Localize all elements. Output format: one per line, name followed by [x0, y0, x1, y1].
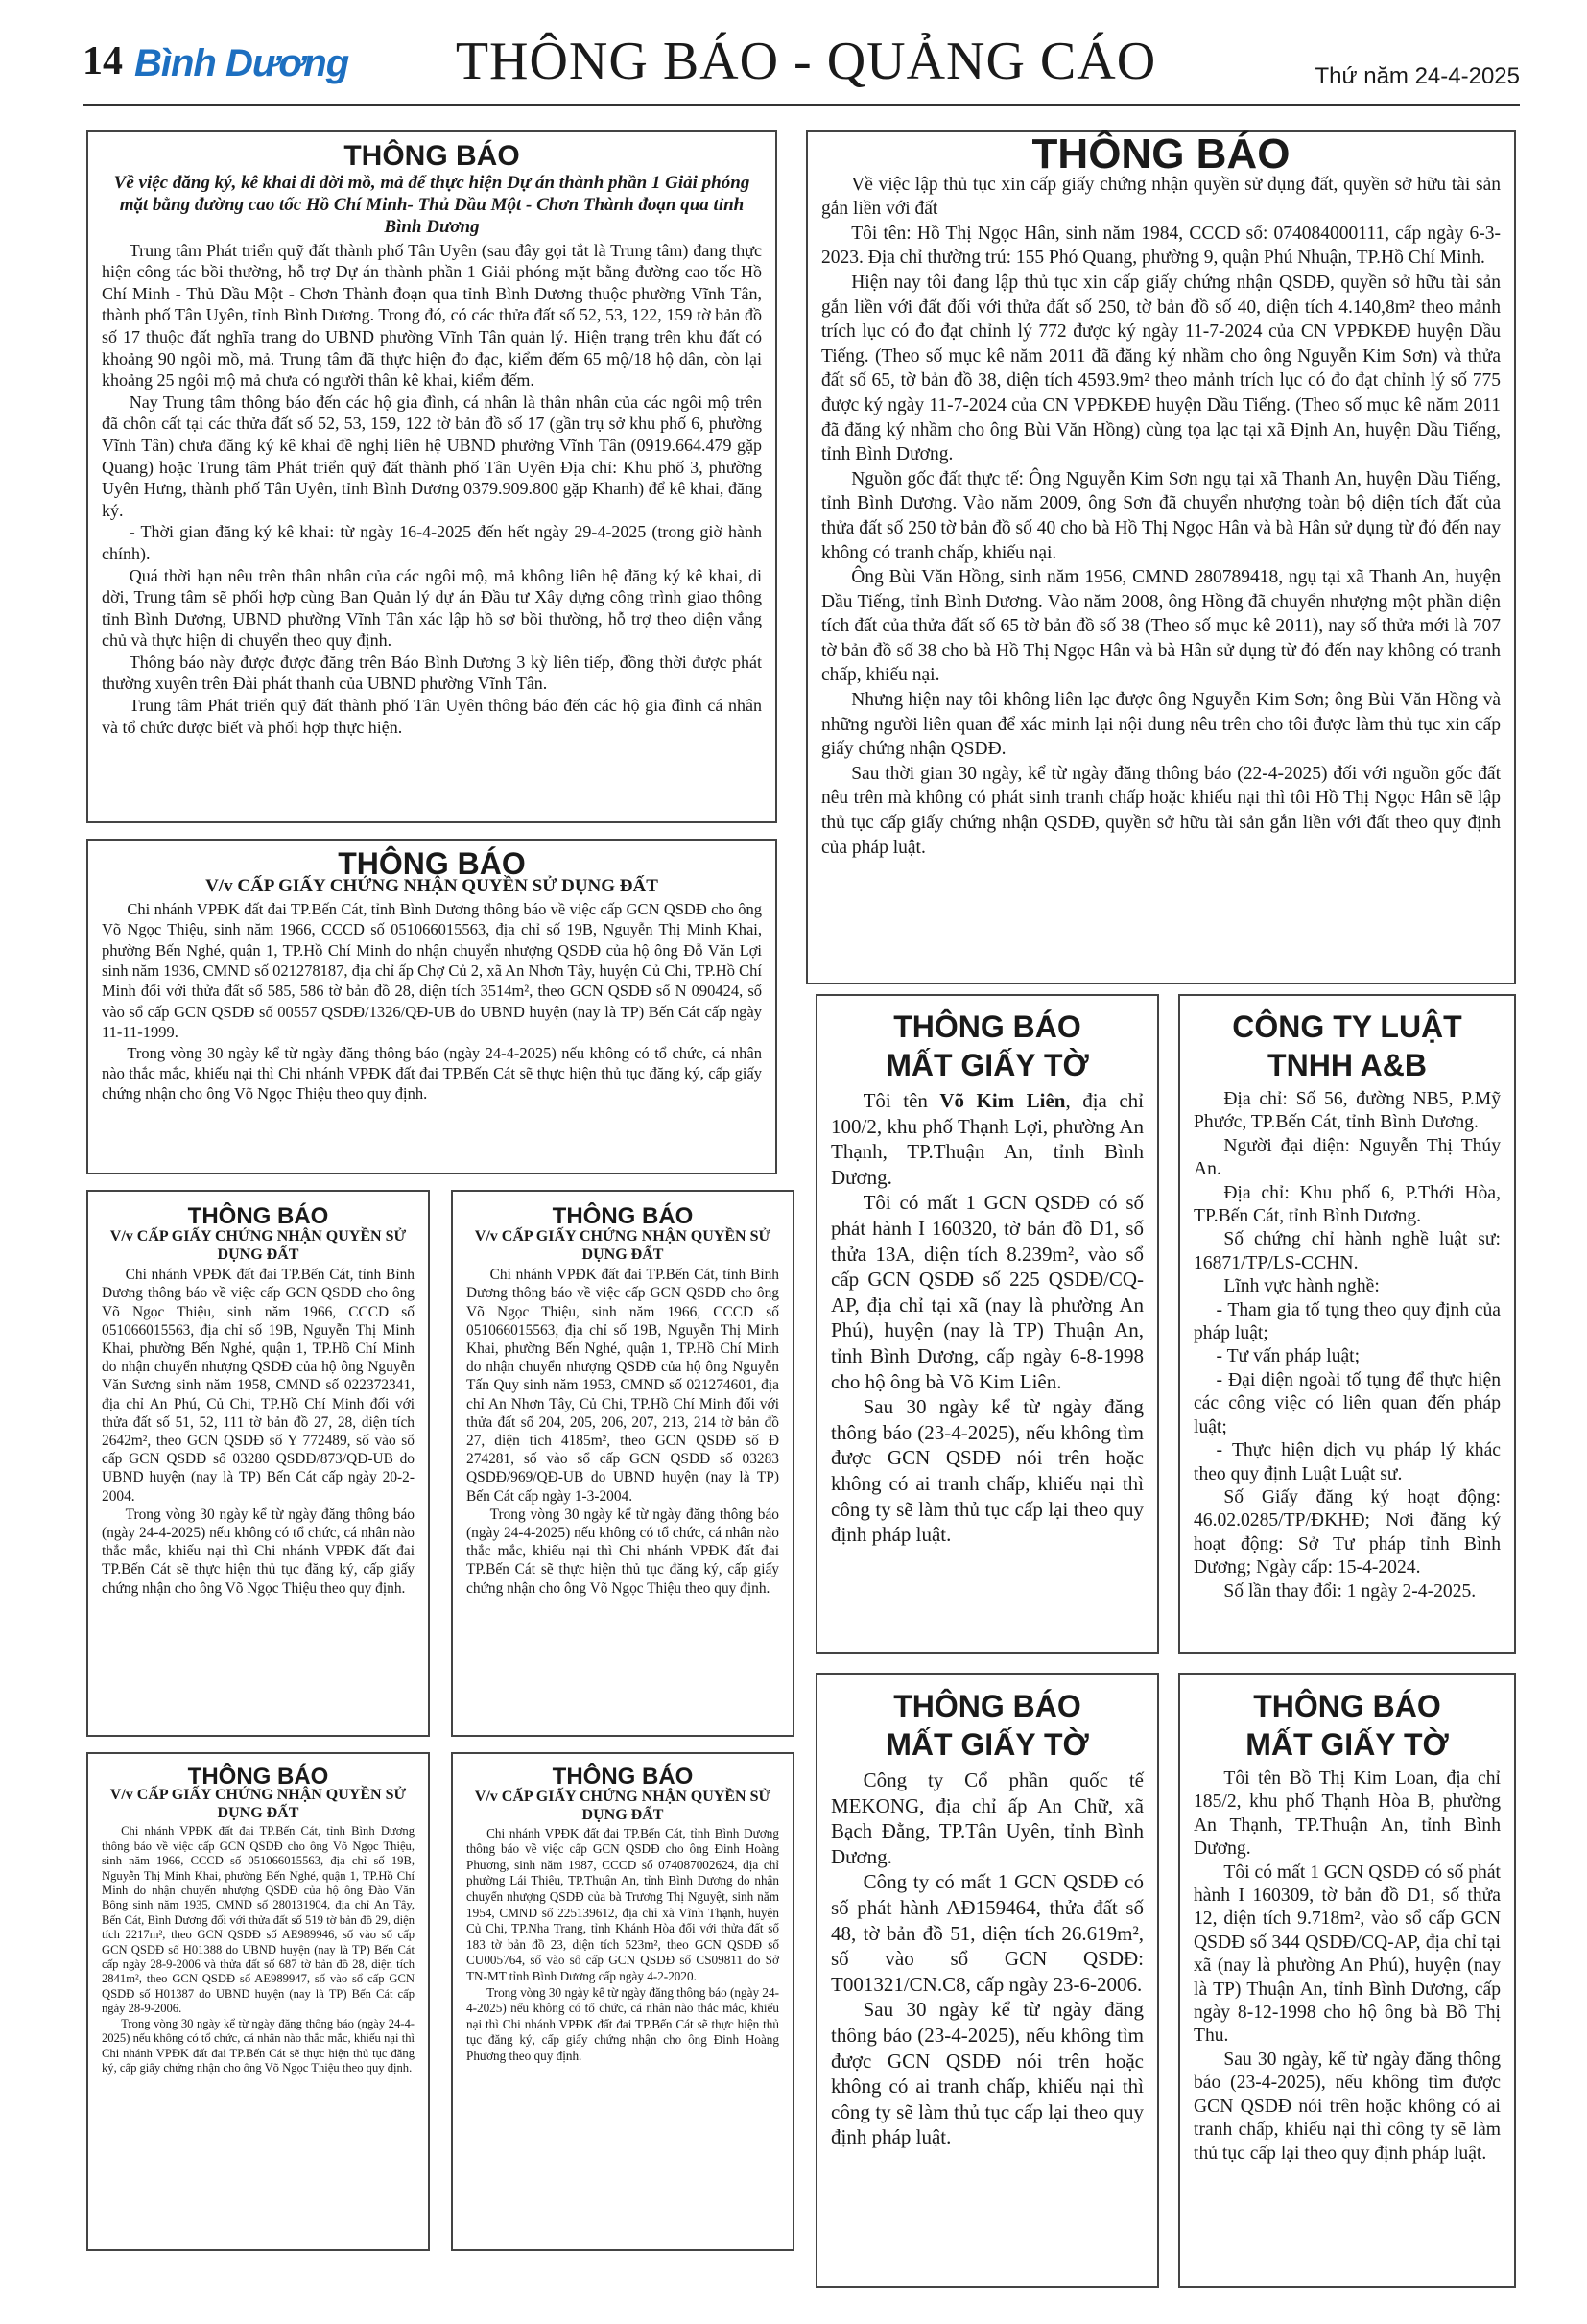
notice-paragraph: Tôi có mất 1 GCN QSDĐ có số phát hành I 160309, tờ bản đồ D1, số thửa 12, diện tích 9.718m², vào sổ cấp GCN QSDĐ số 344 QSDĐ/CQ-AP, địa chỉ tại xã (nay là phường An Phú), huyện (nay là TP) Thuận An, tỉnh Bình Dương, cấp ngày 8-12-1998 cho hộ ông bà Bồ Thị Thu.	[1194, 1862, 1501, 2047]
notice-land-use-certificate	[86, 839, 777, 1174]
notice-land-use-certificate	[86, 1752, 430, 2251]
notice-paragraph: - Thực hiện dịch vụ pháp lý khác theo quy định Luật Luật sư.	[1194, 1440, 1501, 1484]
notice-paragraph: Nay Trung tâm thông báo đến các hộ gia đình, cá nhân là thân nhân của các ngôi mộ trên đã chôn cất tại các thửa đất số 52, 53, 159, 122 tờ bản đồ số 17 (gần trụ sở khu phố 6, phường Vĩnh Tân) chưa đăng ký kê khai đề nghị liên hệ UBND phường Vĩnh Tân (0919.664.479 gặp Quang) hoặc Trung tâm Phát triển quỹ đất thành phố Tân Uyên Địa chỉ: Khu phố 3, phường Uyên Hưng, thành phố Tân Uyên, tỉnh Bình Dương 0379.909.800 gặp Khanh) để kê khai, đăng ký.	[102, 391, 762, 520]
header-divider	[83, 104, 1520, 106]
notice-paragraph: Công ty Cổ phần quốc tế MEKONG, địa chỉ ấp An Chữ, xã Bạch Đằng, TP.Tân Uyên, tỉnh Bình Dương.	[831, 1768, 1144, 1868]
notice-paragraph: Nguồn gốc đất thực tế: Ông Nguyễn Kim Sơn ngụ tại xã Thanh An, huyện Dầu Tiếng, tỉnh Bình Dương. Vào năm 2009, ông Sơn đã chuyển nhượng toàn bộ diện tích đất của thửa đất số 250 tờ bản đồ số 40 cho bà Hồ Thị Ngọc Hân và bà Hân sử dụng từ đó đến nay không có tranh chấp, khiếu nại.	[821, 468, 1501, 563]
notice-paragraph: Về việc lập thủ tục xin cấp giấy chứng nhận quyền sử dụng đất, quyền sở hữu tài sản gắn liền với đất	[821, 174, 1501, 220]
notice-paragraph: Nhưng hiện nay tôi không liên lạc được ông Nguyễn Kim Sơn; ông Bùi Văn Hồng và những người liên quan để xác minh lại nội dung nêu trên cho tôi được làm thủ tục xin cấp giấy chứng nhận QSDĐ.	[821, 690, 1501, 760]
notice-paragraph: - Thời gian đăng ký kê khai: từ ngày 16-4-2025 đến hết ngày 29-4-2025 (trong giờ hành chính).	[102, 522, 762, 563]
notice-paragraph: - Tư vấn pháp luật;	[1216, 1346, 1361, 1367]
notice-title: THÔNG BÁO	[552, 1764, 694, 1790]
notice-paragraph: Sau 30 ngày kể từ ngày đăng thông báo (23-4-2025), nếu không tìm được GCN QSDĐ nói trên hoặc không có ai tranh chấp, khiếu nại thì công ty sẽ làm thủ tục cấp lại theo quy định pháp luật.	[831, 1395, 1144, 1547]
notice-lost-documents	[1178, 1673, 1516, 2288]
notice-paragraph: Quá thời hạn nêu trên thân nhân của các ngôi mộ, mả không liên hệ đăng ký kê khai, di dời, Trung tâm sẽ phối hợp cùng Ban Quản lý dự án Đầu tư Xây dựng công trình giao thông tỉnh Bình Dương, UBND phường Vĩnh Tân xác lập hồ sơ bồi thường, hỗ trợ theo diện vắng chủ và thực hiện di chuyển theo quy định.	[102, 565, 762, 651]
notice-title-line: CÔNG TY LUẬT	[1232, 1009, 1462, 1044]
notice-paragraph: Chi nhánh VPĐK đất đai TP.Bến Cát, tỉnh Bình Dương thông báo về việc cấp GCN QSDĐ cho ông Võ Ngọc Thiệu, sinh năm 1966, CCCD số 051066015563, địa chỉ số 19B, Nguyễn Thị Minh Khai, phường Bến Nghé, quận 1, TP.Hồ Chí Minh do nhận chuyển nhượng QSDĐ của hộ ông Nguyễn Văn Sương sinh năm 1958, CMND số 022372341, địa chỉ An Phú, Củ Chi, TP.Hồ Chí Minh đối với thửa đất số 51, 52, 111 tờ bản đồ 27, 28, diện tích 2642m², theo GCN QSDĐ số Y 772489, số vào sổ cấp GCN QSDĐ số 03280 QSDĐ/873/QĐ-UB do UBND huyện (nay là TP) Bến Cát cấp ngày 20-2-2004.	[102, 1267, 415, 1505]
notice-subtitle: V/v CẤP GIẤY CHỨNG NHẬN QUYỀN SỬ DỤNG ĐẤT	[474, 1788, 771, 1823]
notice-title	[1194, 1687, 1501, 1764]
notice-paragraph: Sau 30 ngày, kể từ ngày đăng thông báo (23-4-2025), nếu không tìm được GCN QSDĐ nói trên hoặc không có ai tranh chấp, khiếu nại thì công ty sẽ làm thủ tục cấp lại theo quy định pháp luật.	[1194, 2049, 1501, 2164]
notice-paragraph: Số chứng chỉ hành nghề luật sư: 16871/TP/LS-CCHN.	[1194, 1229, 1501, 1273]
notice-title-line: MẤT GIẤY TỜ	[886, 1048, 1089, 1082]
notice-lost-documents	[816, 1673, 1159, 2288]
notice-paragraph: Công ty có mất 1 GCN QSDĐ có số phát hành AĐ159464, thửa đất số 48, tờ bản đồ 51, diện tích 26.619m², số vào sổ GCN QSDĐ: T001321/CN.C8, cấp ngày 23-6-2006.	[831, 1870, 1144, 1996]
notice-paragraph: Địa chỉ: Số 56, đường NB5, P.Mỹ Phước, TP.Bến Cát, tỉnh Bình Dương.	[1194, 1089, 1501, 1133]
notice-subtitle: V/v CẤP GIẤY CHỨNG NHẬN QUYỀN SỬ DỤNG ĐẤT	[474, 1228, 771, 1264]
notice-paragraph: Thông báo này được được đăng trên Báo Bình Dương 3 kỳ liên tiếp, đồng thời được phát thường xuyên trên Đài phát thanh của UBND phường Vĩnh Tân.	[102, 652, 762, 694]
notice-subtitle: V/v CẤP GIẤY CHỨNG NHẬN QUYỀN SỬ DỤNG ĐẤT	[205, 876, 658, 897]
notice-title-line: MẤT GIẤY TỜ	[886, 1727, 1089, 1762]
notice-title: THÔNG BÁO	[552, 1203, 694, 1229]
notice-land-use-certificate	[86, 1190, 430, 1737]
notice-paragraph: Tôi tên: Hồ Thị Ngọc Hân, sinh năm 1984, CCCD số: 074084000111, cấp ngày 6-3-2023. Địa chỉ thường trú: 155 Phó Quang, phường 9, quận Phú Nhuận, TP.Hồ Chí Minh.	[821, 223, 1501, 269]
notice-land-use-certificate	[451, 1752, 794, 2251]
notice-subtitle: V/v CẤP GIẤY CHỨNG NHẬN QUYỀN SỬ DỤNG ĐẤT	[109, 1787, 407, 1822]
notice-subtitle: Về việc đăng ký, kê khai di dời mồ, mả để thực hiện Dự án thành phần 1 Giải phóng mặt bằng đường cao tốc Hồ Chí Minh- Thủ Dầu Một - Chơn Thành đoạn qua tỉnh Bình Dương	[113, 172, 750, 237]
notice-paragraph: Trong vòng 30 ngày kể từ ngày đăng thông báo (ngày 24-4-2025) nếu không có tổ chức, cá nhân nào thắc mắc, khiếu nại thì Chi nhánh VPĐK đất đai TP.Bến Cát sẽ thực hiện thủ tục đăng ký, cấp giấy chứng nhận cho ông Đinh Hoàng Phương theo quy định.	[466, 1984, 779, 2063]
notice-paragraph: Tôi tên Bồ Thị Kim Loan, địa chỉ 185/2, khu phố Thạnh Hòa B, phường An Thạnh, TP.Thuận An, tỉnh Bình Dương.	[1194, 1768, 1501, 1860]
notice-subtitle: V/v CẤP GIẤY CHỨNG NHẬN QUYỀN SỬ DỤNG ĐẤT	[109, 1228, 407, 1264]
person-name: Võ Kim Liên	[939, 1089, 1066, 1112]
notice-land-certificate-application	[806, 130, 1516, 984]
notice-paragraph: - Đại diện ngoài tố tụng để thực hiện các công việc có liên quan đến pháp luật;	[1194, 1369, 1501, 1437]
notice-title	[831, 1687, 1144, 1764]
notice-title-line: THÔNG BÁO	[893, 1009, 1081, 1044]
notice-paragraph: Số lần thay đổi: 1 ngày 2-4-2025.	[1223, 1580, 1477, 1601]
notice-paragraph: Địa chỉ: Khu phố 6, P.Thới Hòa, TP.Bến Cát, tỉnh Bình Dương.	[1194, 1182, 1501, 1227]
notice-paragraph: Sau thời gian 30 ngày, kể từ ngày đăng thông báo (22-4-2025) đối với nguồn gốc đất nêu trên mà không có phát sinh tranh chấp hoặc khiếu nại thì tôi Hồ Thị Ngọc Hân sẽ lập thủ tục cấp giấy chứng nhận QSDĐ, quyền sở hữu tài sản gắn liền với đất theo quy định của pháp luật.	[821, 763, 1501, 858]
notice-paragraph: Trong vòng 30 ngày kể từ ngày đăng thông báo (ngày 24-4-2025) nếu không có tổ chức, cá nhân nào thắc mắc, khiếu nại thì Chi nhánh VPĐK đất đai TP.Bến Cát sẽ thực hiện thủ tục đăng ký, cấp giấy chứng nhận cho ông Võ Ngọc Thiệu theo quy định.	[102, 1043, 762, 1103]
notice-paragraph: Trong vòng 30 ngày kể từ ngày đăng thông báo (ngày 24-4-2025) nếu không có tổ chức, cá nhân nào thắc mắc, khiếu nại thì Chi nhánh VPĐK đất đai TP.Bến Cát sẽ thực hiện thủ tục đăng ký, cấp giấy chứng nhận cho ông Võ Ngọc Thiệu theo quy định.	[102, 2016, 415, 2075]
notice-paragraph: Trong vòng 30 ngày kể từ ngày đăng thông báo (ngày 24-4-2025) nếu không có tổ chức, cá nhân nào thắc mắc, khiếu nại thì Chi nhánh VPĐK đất đai TP.Bến Cát sẽ thực hiện thủ tục đăng ký, cấp giấy chứng nhận cho ông Võ Ngọc Thiệu theo quy định.	[102, 1506, 415, 1597]
notice-title: THÔNG BÁO	[338, 846, 526, 881]
notice-grave-relocation	[86, 130, 777, 823]
notice-paragraph: Lĩnh vực hành nghề:	[1223, 1276, 1380, 1297]
section-title: THÔNG BÁO - QUẢNG CÁO	[455, 32, 1157, 91]
notice-title-line: MẤT GIẤY TỜ	[1245, 1727, 1449, 1762]
notice-paragraph: - Tham gia tố tụng theo quy định của pháp luật;	[1194, 1299, 1501, 1344]
notice-paragraph: Chi nhánh VPĐK đất đai TP.Bến Cát, tỉnh Bình Dương thông báo về việc cấp GCN QSDĐ cho ông Võ Ngọc Thiệu, sinh năm 1966, CCCD số 051066015563, địa chỉ số 19B, Nguyễn Thị Minh Khai, phường Bến Nghé, quận 1, TP.Hồ Chí Minh do nhận chuyển nhượng QSDĐ của hộ ông Đỗ Văn Lợi sinh năm 1936, CMND số 021278187, địa chỉ ấp Chợ Củ 2, xã An Nhơn Tây, huyện Củ Chi, TP.Hồ Chí Minh đối với thửa đất số 585, 586 tờ bản đồ 28, diện tích 3514m², theo GCN QSDĐ số N 090424, số vào sổ cấp GCN QSDĐ số 00557 QSDĐ/1326/QĐ-UB do UBND huyện (nay là TP) Bến Cát cấp ngày 11-11-1999.	[102, 899, 762, 1042]
intro-text: , địa chỉ 100/2, khu phố Thạnh Lợi, phường An Thạnh, TP.Thuận An, tỉnh Bình Dương.	[831, 1089, 1144, 1189]
issue-date: Thứ năm 24-4-2025	[1315, 63, 1520, 89]
notice-paragraph: Hiện nay tôi đang lập thủ tục xin cấp giấy chứng nhận QSDĐ, quyền sở hữu tài sản gắn liền với đất đối với thửa đất số 250, tờ bản đồ số 40, diện tích 4.140,8m² theo mảnh trích lục có đo đạt chỉnh lý 772 được ký ngày 11-7-2024 của CN VPĐKĐĐ huyện Dầu Tiếng. (Theo số mục kê năm 2011 đã đăng ký nhầm cho ông Nguyễn Kim Sơn) và thửa đất số 65, tờ bản đồ 38, diện tích 4593.9m² theo mảnh trích lục có đo đạt chỉnh lý số 775 được ký ngày 11-7-2024 của CN VPĐKĐĐ huyện Dầu Tiếng. (Theo số mục kê năm 2011 đã đăng ký nhầm cho ông Bùi Văn Hồng) cùng tọa lạc tại xã Định An, huyện Dầu Tiếng, tỉnh Bình Dương.	[821, 272, 1501, 465]
notice-paragraph: Trung tâm Phát triển quỹ đất thành phố Tân Uyên thông báo đến các hộ gia đình cá nhân và tổ chức được biết và phối hợp thực hiện.	[102, 696, 762, 737]
notice-paragraph: Chi nhánh VPĐK đất đai TP.Bến Cát, tỉnh Bình Dương thông báo về việc cấp GCN QSDĐ cho ông Võ Ngọc Thiệu, sinh năm 1966, CCCD số 051066015563, địa chỉ số 19B, Nguyễn Thị Minh Khai, phường Bến Nghé, quận 1, TP.Hồ Chí Minh do nhận chuyển nhượng QSDĐ của hộ ông Nguyễn Tấn Quy sinh năm 1953, CMND số 021274601, địa chỉ An Nhơn Tây, Củ Chi, TP.Hồ Chí Minh đối với thửa đất số 204, 205, 206, 207, 213, 214 tờ bản đồ 27, diện tích 4185m², theo GCN QSDĐ số Đ 274281, số vào sổ cấp GCN QSDĐ số 03283 QSDĐ/969/QĐ-UB do UBND huyện (nay là TP) Bến Cát cấp ngày 1-3-2004.	[466, 1267, 779, 1505]
notice-paragraph: Người đại diện: Nguyễn Thị Thúy An.	[1194, 1135, 1501, 1180]
notice-title-line: THÔNG BÁO	[893, 1689, 1081, 1723]
notice-paragraph: Tôi có mất 1 GCN QSDĐ có số phát hành I 160320, tờ bản đồ D1, số thửa 13A, diện tích 8.239m², vào sổ cấp GCN QSDĐ số 225 QSDĐ/CQ-AP, địa chỉ tại xã (nay là phường An Phú), huyện (nay là TP) Thuận An, tỉnh Bình Dương, cấp ngày 6-8-1998 cho hộ ông bà Võ Kim Liên.	[831, 1191, 1144, 1393]
notice-paragraph: Trong vòng 30 ngày kể từ ngày đăng thông báo (ngày 24-4-2025) nếu không có tổ chức, cá nhân nào thắc mắc, khiếu nại thì Chi nhánh VPĐK đất đai TP.Bến Cát sẽ thực hiện thủ tục đăng ký, cấp giấy chứng nhận cho ông Võ Ngọc Thiệu theo quy định.	[466, 1506, 779, 1597]
notice-title	[831, 1008, 1144, 1084]
notice-title: THÔNG BÁO	[187, 1203, 329, 1229]
law-firm-announcement	[1178, 994, 1516, 1654]
notice-title-line: TNHH A&B	[1267, 1048, 1427, 1082]
notice-land-use-certificate	[451, 1190, 794, 1737]
notice-paragraph: Chi nhánh VPĐK đất đai TP.Bến Cát, tỉnh Bình Dương thông báo về việc cấp GCN QSDĐ cho ông Đinh Hoàng Phương, sinh năm 1987, CCCD số 074087002624, địa chỉ phường Lái Thiêu, TP.Thuận An, tỉnh Bình Dương do nhận chuyển nhượng QSDĐ của bà Trương Thị Nguyệt, sinh năm 1954, CMND số 225139612, địa chỉ xã Vĩnh Thạnh, huyện Củ Chi, TP.Nha Trang, tỉnh Khánh Hòa đối với thửa đất số 183 tờ bản đồ 23, diện tích 523m², theo GCN QSDĐ số CU005764, số vào sổ cấp GCN QSDĐ số CS09811 do Sở TN-MT tỉnh Bình Dương cấp ngày 4-2-2020.	[466, 1825, 779, 1983]
notice-title	[1194, 1008, 1501, 1084]
notice-title: THÔNG BÁO	[1031, 130, 1291, 178]
notice-title: THÔNG BÁO	[187, 1764, 329, 1790]
notice-paragraph: Sau 30 ngày kể từ ngày đăng thông báo (23-4-2025), nếu không tìm được GCN QSDĐ nói trên hoặc không có ai tranh chấp, khiếu nại thì công ty sẽ làm thủ tục cấp lại theo quy định pháp luật.	[831, 1998, 1144, 2149]
newspaper-logo: Bình Dương	[134, 42, 349, 84]
notice-paragraph: Ông Bùi Văn Hồng, sinh năm 1956, CMND 280789418, ngụ tại xã Thanh An, huyện Dầu Tiếng, tỉnh Bình Dương. Vào năm 2008, ông Hồng đã chuyển nhượng một phần diện tích đất của thửa đất số 65 tờ bản đồ số 38 (Theo số mục kê 2011), nay số thửa mới là 707 tờ bản đồ số 38 cho bà Hồ Thị Ngọc Hân và bà Hân sử dụng từ đó đến nay không có tranh chấp, khiếu nại.	[821, 567, 1501, 686]
page-number: 14	[83, 39, 123, 83]
intro-text: Tôi tên	[863, 1089, 940, 1112]
notice-title-line: THÔNG BÁO	[1253, 1689, 1441, 1723]
notice-paragraph: Chi nhánh VPĐK đất đai TP.Bến Cát, tỉnh Bình Dương thông báo về việc cấp GCN QSDĐ cho ông Võ Ngọc Thiệu, sinh năm 1966, CCCD số 051066015563, địa chỉ số 19B, Nguyễn Thị Minh Khai, phường Bến Nghé, quận 1, TP.Hồ Chí Minh do nhận chuyển nhượng QSDĐ của hộ ông Đào Văn Bông sinh năm 1935, CMND số 280131904, địa chỉ An Tây, Bến Cát, Bình Dương đối với thửa đất số 519 tờ bản đồ 29, diện tích 2217m², theo GCN QSDĐ số AE989946, số vào sổ cấp GCN QSDĐ số H01388 do UBND huyện (nay là TP) Bến Cát cấp ngày 28-9-2006 và thửa đất số 687 tờ bản đồ 28, diện tích 2841m², theo GCN QSDĐ số AE989947, số vào sổ cấp GCN QSDĐ số H01387 do UBND huyện (nay là TP) Bến Cát cấp ngày 28-9-2006.	[102, 1824, 415, 2016]
notice-lost-documents	[816, 994, 1159, 1654]
notice-paragraph: Số Giấy đăng ký hoạt động: 46.02.0285/TP/ĐKHĐ; Nơi đăng ký hoạt động: Sở Tư pháp tỉnh Bình Dương; Ngày cấp: 15-4-2024.	[1194, 1486, 1501, 1578]
notice-paragraph: Trung tâm Phát triển quỹ đất thành phố Tân Uyên (sau đây gọi tắt là Trung tâm) đang thực hiện công tác bồi thường, hỗ trợ Dự án thành phần 1 Giải phóng mặt bằng đường cao tốc Hồ Chí Minh - Thủ Dầu Một - Chơn Thành đoạn qua tỉnh Bình Dương thuộc phường Vĩnh Tân, thành phố Tân Uyên, tỉnh Bình Dương. Trong đó, có các thửa đất số 52, 53, 122, 159 tờ bản đồ số 17 thuộc đất nghĩa trang do UBND phường Vĩnh Tân quản lý. Hiện trạng trên khu đất có khoảng 90 ngôi mồ, mả. Trung tâm đã thực hiện đo đạc, kiểm đếm 65 mộ/18 hộ dân, còn lại khoảng 25 ngôi mộ mả chưa có người thân kê khai, kiểm đếm.	[102, 240, 762, 391]
notice-paragraph	[831, 1088, 1144, 1190]
notice-title: THÔNG BÁO	[343, 140, 520, 172]
